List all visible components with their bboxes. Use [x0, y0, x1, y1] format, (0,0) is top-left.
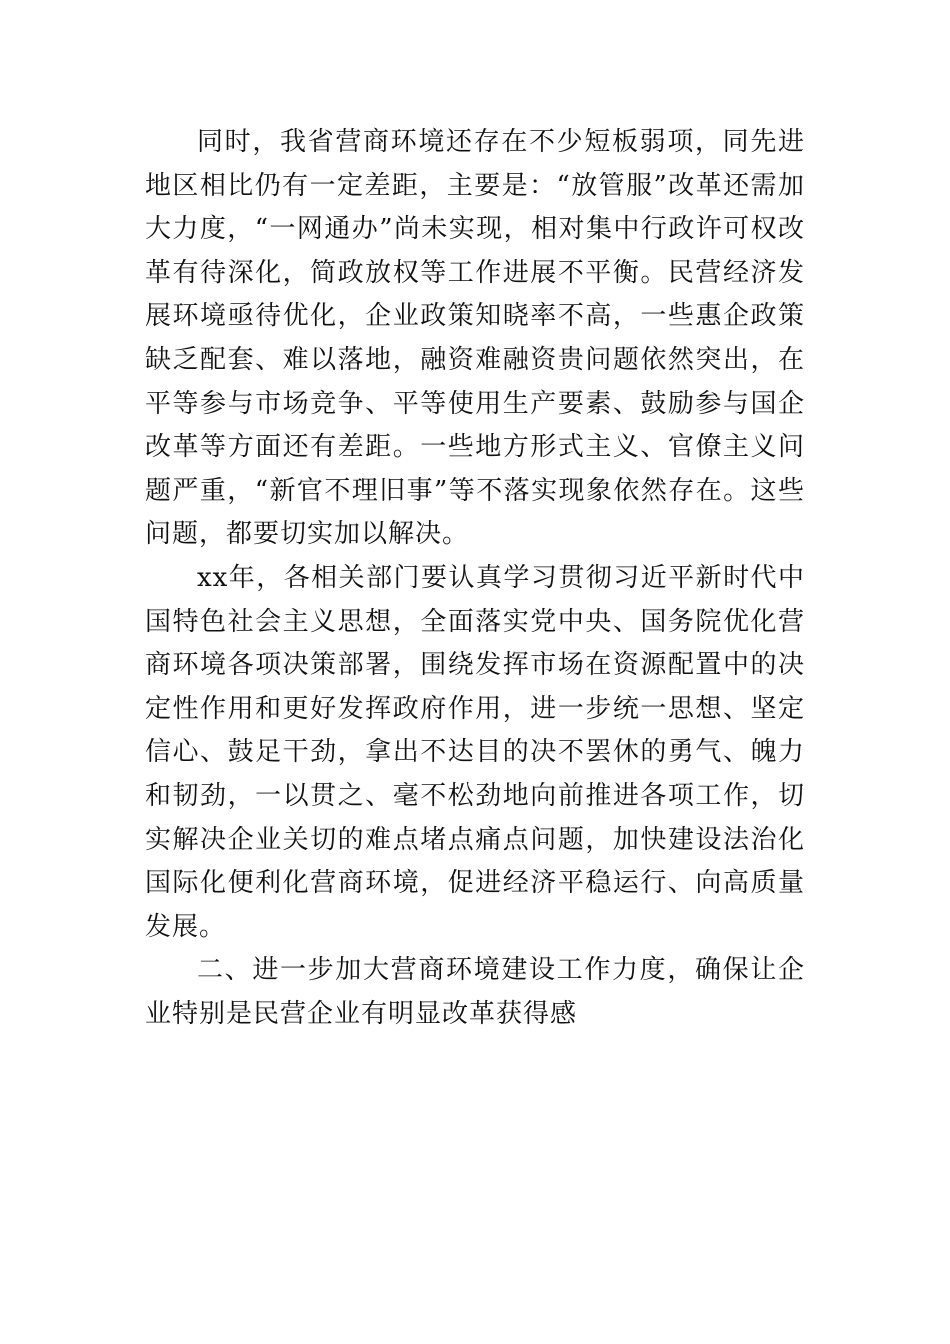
section-heading-two: 二、进一步加大营商环境建设工作力度，确保让企业特别是民营企业有明显改革获得感: [145, 955, 805, 1029]
document-body: [145, 121, 805, 1036]
paragraph-business-environment-shortcomings: 同时，我省营商环境还存在不少短板弱项，同先进地区相比仍有一定差距，主要是：“放管服”改革还需加大力度，“一网通办”尚未实现，相对集中行政许可权改革有待深化，简政放权等工作进展不平衡。民营经济发展环境亟待优化，企业政策知晓率不高，一些惠企政策缺乏配套、难以落地，融资难融资贵问题依然突出，在平等参与市场竞争、平等使用生产要素、鼓励参与国企改革等方面还有差距。一些地方形式主义、官僚主义问题严重，“新官不理旧事”等不落实现象依然存在。这些问题，都要切实加以解决。: [145, 127, 805, 550]
paragraph-annual-work-requirements: xx年，各相关部门要认真学习贯彻习近平新时代中国特色社会主义思想，全面落实党中央、国务院优化营商环境各项决策部署，围绕发挥市场在资源配置中的决定性作用和更好发挥政府作用，进一步统一思想、坚定信心、鼓足干劲，拿出不达目的决不罢休的勇气、魄力和韧劲，一以贯之、毫不松劲地向前推进各项工作，切实解决企业关切的难点堵点痛点问题，加快建设法治化国际化便利化营商环境，促进经济平稳运行、向高质量发展。: [145, 562, 805, 942]
